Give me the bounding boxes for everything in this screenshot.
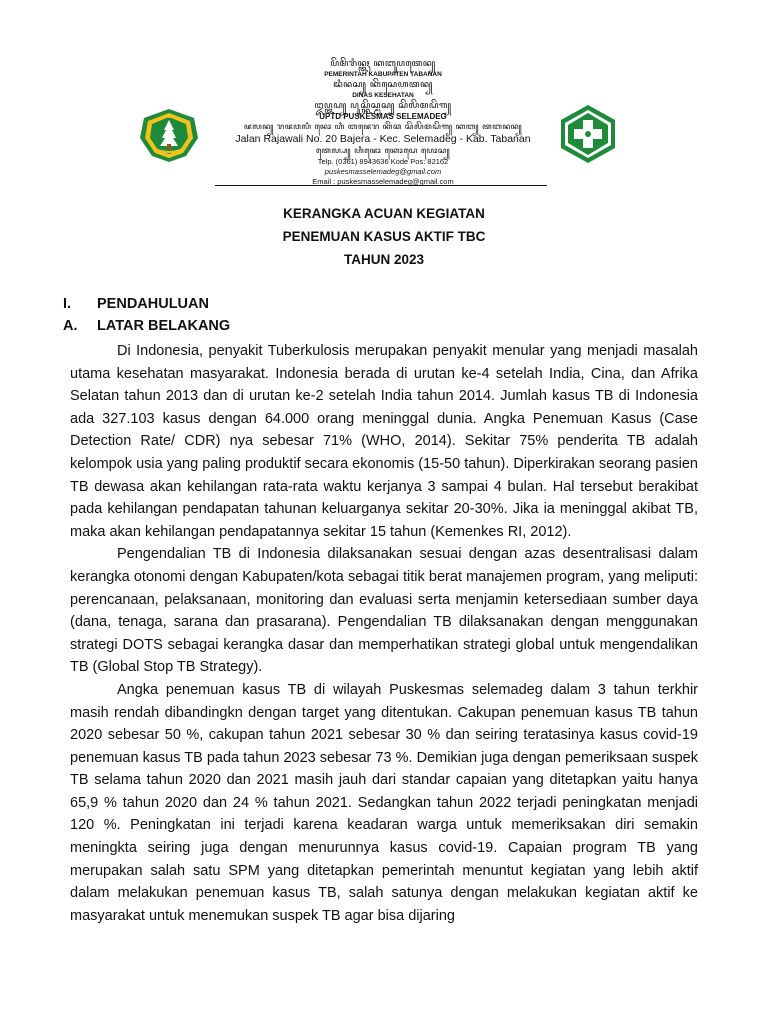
script-email: puskesmasselemadeg@gmail.com xyxy=(324,167,442,176)
script-line-4: ꦗꦭꦤ꧀ ꦫꦗꦮꦭꦶ ꦤꦺꦴ ꦲꦶ ꦧꦗꦺꦫ ꦏꦼꦕ ꦱꦼꦭꦼꦩꦝꦼꦒ꧀ ꦏꦧ꧀ ꦠꦧꦤꦤ꧀ xyxy=(243,122,523,131)
chapter-number: I. xyxy=(63,296,72,312)
subsection-heading xyxy=(63,318,230,334)
title-line-3: TAHUN 2023 xyxy=(343,252,425,267)
chapter-title: PENDAHULUAN xyxy=(97,296,209,312)
body-text xyxy=(70,340,698,927)
title-line-2: PENEMUAN KASUS AKTIF TBC xyxy=(282,229,486,244)
tabanan-crest-logo xyxy=(138,108,200,163)
subsection-title: LATAR BELAKANG xyxy=(97,318,231,334)
script-line-2: ꦢꦶꦤꦱ꧀ ꦏꦼꦱꦺꦲꦠꦤ꧀ xyxy=(333,80,433,90)
email-label: Email : xyxy=(312,177,336,186)
script-line-5: ꦠꦺꦭ꧀ꦥ꧀ ꦲꦶꦗꦺꦴ ꦏꦺꦴꦝꦺ ꦥꦺꦴꦱ꧀ xyxy=(315,146,451,155)
government-name: PEMERINTAH KABUPATEN TABANAN xyxy=(324,71,442,78)
paragraph-1: Di Indonesia, penyakit Tuberkulosis merupakan penyakit menular yang menjadi masalah utama kesehatan masyarakat. Indonesia berada di urutan ke-4 setelah India, Cina, dan Afrika Selatan tahun 2013 dan di urutan ke-2 setelah India tahun 2014. Jumlah kasus TB di Indonesia ada 327.103 kasus dengan 64.000 orang meninggal dunia. Angka Penemuan Kasus (Case Detection Rate/ CDR) nya sebesar 71% (WHO, 2014). Sekitar 75% penderita TB adalah kelompok usia yang paling produktif secara ekonomis (15-50 tahun). Diperkirakan seorang pasien TB dewasa akan kehilangan rata-rata waktu kerjanya 3 sampai 4 bulan. Hal tersebut berakibat pada kehilangan pendapatan tahunan keluarganya sekitar 20-30%. Jika ia meninggal akibat TB, maka akan kehilangan pendapatannya sekitar 15 tahun (Kemenkes RI, 2012). xyxy=(70,343,698,540)
title-line-1: KERANGKA ACUAN KEGIATAN xyxy=(283,206,485,221)
department-name: DINAS KESEHATAN xyxy=(352,92,414,99)
puskesmas-cross-logo xyxy=(557,103,619,165)
script-line-1: ꦥꦼꦩꦼꦫꦶꦤ꧀ꦠꦃ ꦏꦧꦸꦥꦠꦺꦤ꧀ xyxy=(330,59,436,69)
letterhead-divider xyxy=(215,185,547,186)
address: Jalan Rajawali No. 20 Bajera - Kec. Selemadeg - Kab. Tabanan xyxy=(235,133,531,145)
email-link[interactable]: puskesmasselemadeg@gmail.com xyxy=(337,177,454,186)
chapter-heading xyxy=(63,296,209,312)
letterhead-text xyxy=(213,58,553,186)
phone: Telp. (0361) 8943636 Kode Pos: 82162 xyxy=(317,157,449,166)
subsection-number: A. xyxy=(63,318,78,334)
paragraph-2: Pengendalian TB di Indonesia dilaksanakan sesuai dengan azas desentralisasi dalam kerangka otonomi dengan Kabupaten/kota sebagai titik berat manajemen program, yang meliputi: perencanaan, pelaksanaan, monitoring dan evaluasi serta menjamin ketersediaan sumber daya (dana, tenaga, sarana dan prasarana). Pengendalian TB dilaksanakan dengan menggunakan strategi DOTS sebagai kerangka dasar dan memperhatikan strategi global untuk mengendalikan TB (Global Stop TB Strategy). xyxy=(70,546,698,676)
unit-name: UPTD PUSKESMAS SELEMADEG xyxy=(319,112,447,121)
script-line-3: ꦈꦥ꧀ꦠꦝ꧀ ꦥꦸꦱ꧀ꦏꦼꦱ꧀ꦩꦱ꧀ ꦱꦼꦭꦼꦩꦝꦼꦒ꧀ xyxy=(314,101,452,111)
letterhead xyxy=(135,58,633,188)
paragraph-3: Angka penemuan kasus TB di wilayah Puskesmas selemadeg dalam 3 tahun terkhir masih rendah dibandingkn dengan target yang ditentukan. Cakupan penemuan kasus TB tahun 2020 sebesar 50 %, cakupan tahun 2021 sebesar 30 % dan seiring teratasinya kasus covid-19 penemuan kasus TB pada tahun 2023 sebesar 73 %. Demikian juga dengan pemeriksaan suspek TB selama tahun 2020 dan 2021 masih jauh dari standar capaian yang ditetapkan yaitu hanya 65,9 % tahun 2020 dan 24 % tahun 2021. Sedangkan tahun 2022 terjadi peningkatan menjadi 120 %. Peningkatan ini terjadi karena keadaran warga untuk memeriksakan diri semakin meningkta seiring juga dengan menurunnya kasus covid-19. Capaian program TB yang merupakan salah satu SPM yang ditetapkan pemerintah menuntut kegiatan yang lebih aktif dalam melakukan penemuan kasus TB, salah satunya dengan melakukan kegiatan aktif ke masyarakat untuk menemukan suspek TB agar bisa dijaring xyxy=(70,681,698,924)
